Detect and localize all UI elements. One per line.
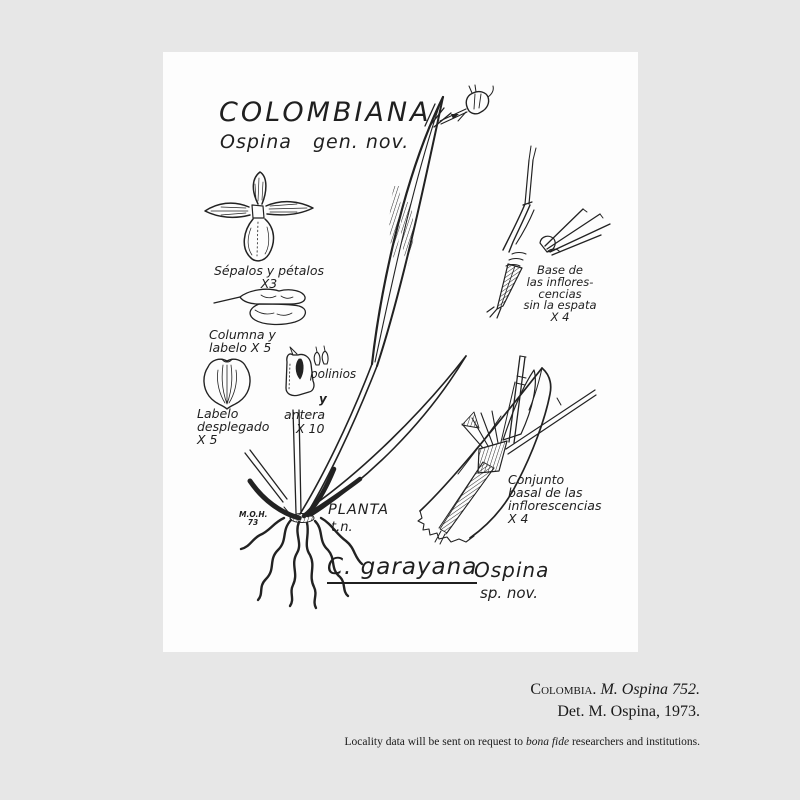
label-pollinia: polinios bbox=[310, 367, 357, 381]
lip-spread-drawing bbox=[204, 359, 250, 409]
label-column-lip: Columna y labelo X 5 bbox=[209, 327, 276, 355]
plate-genus-subtitle: Ospina gen. nov. bbox=[220, 131, 410, 153]
label-lip-spread: Labelo desplegado X 5 bbox=[197, 406, 270, 447]
caption-collection: M. Ospina 752. bbox=[600, 681, 700, 698]
caption-country: Colombia. bbox=[530, 681, 597, 698]
caption-block bbox=[530, 679, 700, 723]
caption-collection-line bbox=[530, 679, 700, 701]
label-plant-scale: t.n. bbox=[331, 520, 353, 535]
species-name: C. garayana bbox=[327, 554, 477, 584]
label-inflorescence-cluster: Conjunto basal de las inflorescencias X 4 bbox=[508, 472, 602, 526]
herbarium-plate bbox=[163, 52, 638, 652]
locality-note bbox=[345, 736, 700, 748]
note-bona-fide: bona fide bbox=[525, 736, 570, 748]
species-nov: sp. nov. bbox=[480, 584, 538, 602]
label-pollinia-and: y bbox=[319, 392, 327, 406]
note-prefix: Locality data will be sent on request to bbox=[344, 736, 526, 748]
flower-front-view-drawing bbox=[205, 172, 313, 261]
artist-initials: M.O.H. 73 bbox=[239, 510, 268, 527]
caption-determination-line: Det. M. Ospina, 1973. bbox=[557, 703, 700, 720]
label-plant: PLANTA bbox=[328, 502, 390, 518]
label-anther-magnification: X 10 bbox=[296, 421, 325, 436]
column-lip-side-view-drawing bbox=[214, 289, 305, 324]
label-anther: antera bbox=[284, 407, 325, 422]
species-author: Ospina bbox=[474, 558, 550, 582]
note-suffix: researchers and institutions. bbox=[569, 736, 700, 748]
label-inflorescence-base: Base de las inflores- cencias sin la espata X 4 bbox=[523, 263, 597, 325]
label-sepals-petals: Sépalos y pétalos X3 bbox=[213, 263, 325, 291]
plate-title: COLOMBIANA bbox=[219, 97, 432, 128]
